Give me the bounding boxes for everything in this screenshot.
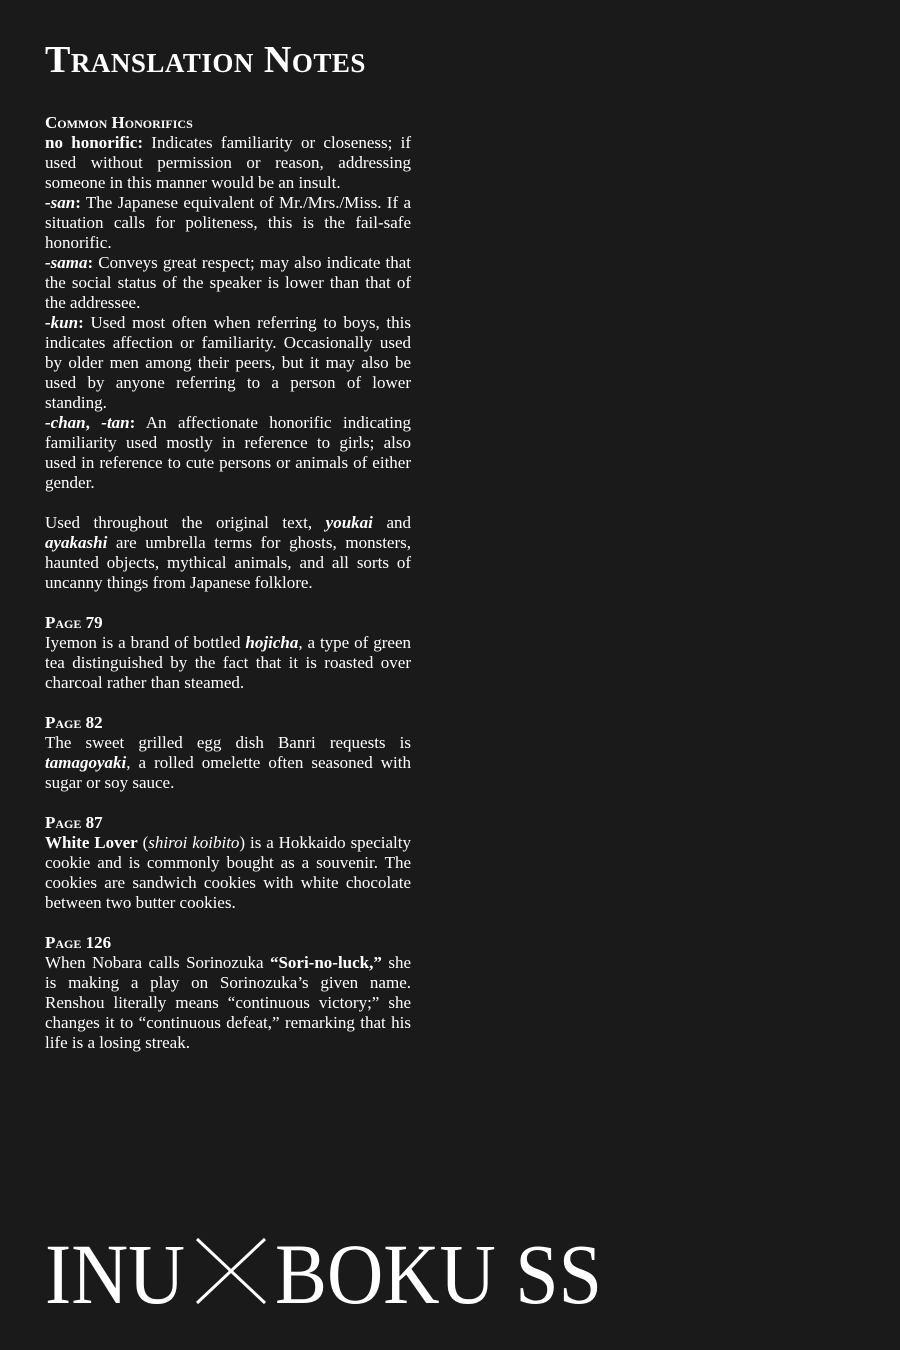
note-term-italic: shiroi koibito [148,833,240,852]
series-logo-svg [45,1225,605,1315]
note-term: White Lover [45,833,138,852]
honorific-description: Used most often when referring to boys, this indicates affection or familiarity. Occasionally used by older men among their peers, but it may also be used by anyone referring to a person of lower standing. [45,313,411,412]
honorific-entry-chan-tan [45,413,411,493]
honorific-entry-none [45,133,411,193]
logo-text-boku-ss: BOKU SS [275,1226,602,1315]
section-heading-page-82: Page 82 [45,713,103,732]
note-text: , a type of green tea distinguished by the fact that it is roasted over charcoal rather than steamed. [45,633,411,692]
note-page-79 [45,633,411,693]
note-text: ( [137,833,149,852]
honorific-term: -tan [101,413,130,432]
honorific-description: Conveys great respect; may also indicate that the social status of the speaker is lower than that of the addressee. [45,253,411,312]
note-text: are umbrella terms for ghosts, monsters, haunted objects, mythical animals, and all sorts of uncanny things from Japanese folklore. [45,533,411,592]
honorific-entry-kun [45,313,411,413]
honorific-term-colon: : [78,313,84,332]
honorific-description: Indicates familiarity or closeness; if used without permission or reason, addressing someone in this manner would be an insult. [45,133,411,192]
note-term: youkai [325,513,373,532]
honorific-description: An affectionate honorific indicating familiarity used mostly in reference to girls; also used in reference to cute persons or animals of either gender. [45,413,411,492]
note-term: hojicha [245,633,299,652]
note-text: Iyemon is a brand of bottled [45,633,246,652]
note-page-82 [45,733,411,793]
honorific-term-separator: , [85,413,102,432]
note-page-87 [45,833,411,913]
note-text: ) is a Hokkaido specialty cookie and is commonly bought as a souvenir. The cookies are sandwich cookies with white chocolate between two butter cookies. [45,833,411,912]
section-heading-page-79: Page 79 [45,613,103,632]
youkai-note [45,513,411,593]
honorific-entry-san [45,193,411,253]
section-heading-page-87: Page 87 [45,813,103,832]
honorific-term: no honorific: [45,133,144,152]
section-heading-honorifics: Common Honorifics [45,113,193,132]
note-term: tamagoyaki [45,753,127,772]
section-heading-page-126: Page 126 [45,933,112,952]
honorific-entry-sama [45,253,411,313]
honorific-term-colon: : [87,253,94,272]
series-logo [45,1225,605,1315]
logo-text-inu: INU [45,1226,185,1315]
note-text: , a rolled omelette often seasoned with sugar or soy sauce. [45,753,411,792]
honorific-term: -san [45,193,76,212]
honorific-term-colon: : [129,413,136,432]
note-page-126 [45,953,411,1053]
translation-notes-body [45,113,411,1053]
honorific-term-colon: : [75,193,81,212]
honorific-term: -sama [45,253,88,272]
logo-cross-icon [197,1239,265,1303]
note-text: The sweet grilled egg dish Banri requests is [45,733,411,752]
page-title: Translation Notes [45,39,366,81]
honorific-description: The Japanese equivalent of Mr./Mrs./Miss. If a situation calls for politeness, this is the fail-safe honorific. [45,193,411,252]
note-text: and [372,513,411,532]
note-text: When Nobara calls Sorinozuka [45,953,270,972]
note-term: “Sori-no-luck,” [269,953,382,972]
honorific-term: -kun [45,313,79,332]
note-term: ayakashi [45,533,108,552]
honorific-term: -chan [45,413,86,432]
note-text: she is making a play on Sorinozuka’s given name. Renshou literally means “continuous victory;” she changes it to “continuous defeat,” remarking that his life is a losing streak. [45,953,411,1052]
note-text: Used throughout the original text, [45,513,326,532]
